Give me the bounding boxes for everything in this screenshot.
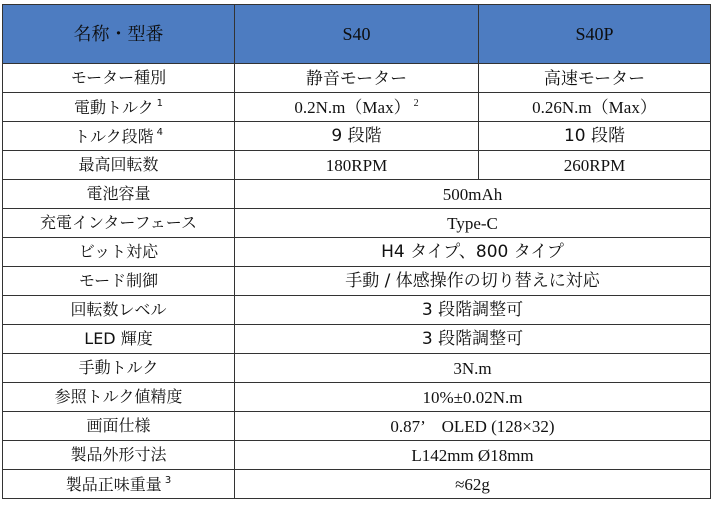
header-model-s40p: S40P	[479, 5, 711, 64]
row-label: 画面仕様	[3, 412, 235, 441]
row-label: LED 輝度	[3, 325, 235, 354]
header-model-s40: S40	[235, 5, 479, 64]
row-net-weight	[3, 470, 711, 499]
cell-shared: Type-C	[235, 209, 711, 238]
row-label: ビット対応	[3, 238, 235, 267]
footnote-marker: 3	[164, 474, 172, 486]
header-label: 名称・型番	[3, 5, 235, 64]
cell-shared: L142mm Ø18mm	[235, 441, 711, 470]
row-electric-torque	[3, 93, 711, 122]
row-label: モード制御	[3, 267, 235, 296]
cell-shared: 500mAh	[235, 180, 711, 209]
row-label: 電池容量	[3, 180, 235, 209]
cell-s40: 180RPM	[235, 151, 479, 180]
cell-shared: 手動 / 体感操作の切り替えに対応	[235, 267, 711, 296]
row-label: 最高回転数	[3, 151, 235, 180]
footnote-marker: 4	[156, 126, 164, 138]
row-screen	[3, 412, 711, 441]
cell-s40: 9 段階	[235, 122, 479, 151]
header-row	[3, 5, 711, 64]
row-manual-torque	[3, 354, 711, 383]
row-led-brightness	[3, 325, 711, 354]
footnote-marker: 1	[156, 97, 164, 109]
cell-s40: 静音モーター	[235, 64, 479, 93]
footnote-marker: 2	[413, 97, 419, 109]
cell-shared: 3 段階調整可	[235, 325, 711, 354]
row-label: 手動トルク	[3, 354, 235, 383]
cell-shared: H4 タイプ、800 タイプ	[235, 238, 711, 267]
spec-table	[2, 4, 711, 499]
row-bit-support	[3, 238, 711, 267]
row-label: 充電インターフェース	[3, 209, 235, 238]
row-torque-steps	[3, 122, 711, 151]
row-torque-accuracy	[3, 383, 711, 412]
row-label: 参照トルク値精度	[3, 383, 235, 412]
row-label: 製品外形寸法	[3, 441, 235, 470]
row-charging	[3, 209, 711, 238]
row-label: モーター種別	[3, 64, 235, 93]
cell-shared: 3N.m	[235, 354, 711, 383]
row-label: 回転数レベル	[3, 296, 235, 325]
row-label: 電動トルク $^1$	[3, 93, 235, 122]
cell-shared: 0.87’ OLED (128×32)	[235, 412, 711, 441]
cell-s40p: 10 段階	[479, 122, 711, 151]
cell-s40p: 260RPM	[479, 151, 711, 180]
cell-shared: 3 段階調整可	[235, 296, 711, 325]
cell-shared: 10%±0.02N.m	[235, 383, 711, 412]
row-label: 製品正味重量 $^3$	[3, 470, 235, 499]
row-label: トルク段階 $^4$	[3, 122, 235, 151]
row-max-rpm	[3, 151, 711, 180]
row-speed-level	[3, 296, 711, 325]
cell-s40p: 0.26N.m（Max）	[479, 93, 711, 122]
cell-s40: 0.2N.m（Max） $^2$	[235, 93, 479, 122]
row-dimensions	[3, 441, 711, 470]
cell-s40p: 高速モーター	[479, 64, 711, 93]
row-battery	[3, 180, 711, 209]
row-mode-control	[3, 267, 711, 296]
row-motor-type	[3, 64, 711, 93]
cell-shared: ≈62g	[235, 470, 711, 499]
